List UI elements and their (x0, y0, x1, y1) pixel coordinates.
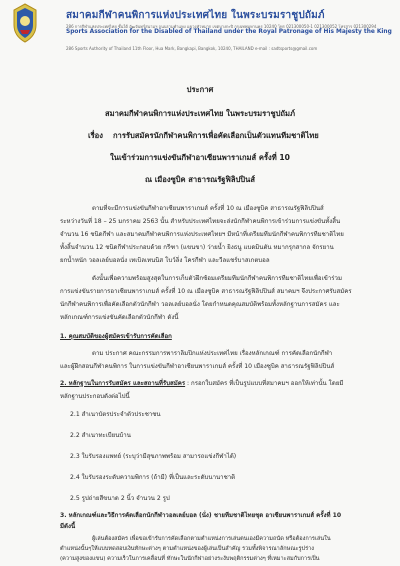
event-line: ในเข้าร่วมการแข่งขันกีฬาอาเซียนพาราเกมส์ ครั้งที่ 10 (110, 153, 290, 162)
section-3-line: (ความสูงของแขน) ความเร็วในการเคลื่อนที่ ทักษะในนักกีฬาอย่างระงับพฤติกรรมต่างๆ ที่เหมาะสมกับการเป็น (60, 556, 320, 562)
paragraph-line: ระหว่างวันที่ 18 – 25 มกราคม 2563 นั้น สำหรับประเทศไทยจะส่งนักกีฬาคนพิการเข้าร่วมการแข่งขันทั้งสิ้น (60, 218, 341, 225)
section-2-intro-continued: หลักฐานประกอบดังต่อไปนี้ (60, 393, 130, 400)
paragraph-line: ยกน้ำหนัก วอลเลย์บอลนั่ง เทเบิลเทนนิส โบว์ลิ่ง โครกีฬา และวีลแชร์บาสเกตบอล (60, 257, 270, 264)
venue-line: ณ เมืองซูบิค สาธารณรัฐฟิลิปปินส์ (145, 175, 255, 184)
organization-name-english: Sports Association for the Disabled of Thailand under the Royal Patronage of His Majesty the King (66, 29, 392, 35)
section-1-line: ตาม ประกาศ คณะกรรมการพาราลิมปิกแห่งประเทศไทย เรื่องหลักเกณฑ์ การคัดเลือกนักกีฬา (92, 350, 333, 357)
association-seal-icon (10, 3, 40, 43)
paragraph-line: การแข่งขันรายการอาเซียนพาราเกมส์ ครั้งที่ 10 ณ เมืองซูบิค สาธารณรัฐฟิลิปปินส์ สมาคมฯ จึงประกาศรับสมัคร (60, 288, 352, 295)
section-3-line: ตำแหน่งนั้นๆให้แบบทดสอบเงินทักษะต่างๆ ตามตำแหน่งของผู้เล่นเป็นสำคัญ รวมทั้งพิจารณาลักษณะรูปร่าง (60, 546, 314, 552)
paragraph-line: ทั้งสิ้นจำนวน 12 ชนิดกีฬาประกอบด้วย กรีฑา (แขนขา) ว่ายน้ำ ยิงธนู แบดมินตัน หมากรุกสากล จักรยาน (60, 244, 334, 251)
address-english: 286 Sports Authority of Thailand 11th Floor, Hua Mark, Bangkapi, Bangkok, 10240, THAILAND e-mail : sadtsports@gmail.com (66, 46, 318, 51)
issuer-line: สมาคมกีฬาคนพิการแห่งประเทศไทย ในพระบรมราชูปถัมภ์ (104, 109, 296, 118)
section-3-title-continued: มีดังนี้ (60, 523, 76, 530)
paragraph-line: หลักเกณฑ์การแข่งขันคัดเลือกตัวนักกีฬา ดังนี้ (60, 314, 179, 321)
subject-text: การรับสมัครนักกีฬาคนพิการเพื่อคัดเลือกเป็นตัวแทนทีมชาติไทย (112, 131, 319, 140)
organization-name-thai: สมาคมกีฬาคนพิการแห่งประเทศไทย ในพระบรมราชูปถัมภ์ (66, 10, 325, 21)
section-2-item: 2.4 ใบรับรองระดับความพิการ (ถ้ามี) ที่เป็นและระดับนานาชาติ (70, 474, 236, 481)
section-3-title: 3. หลักเกณฑ์และวิธีการคัดเลือกนักกีฬาวอลเลย์บอล (นั่ง) ชายทีมชาติไทยชุด อาเซียนพาราเกมส์ ครั้งที่ 10 (60, 512, 342, 519)
announcement-heading: ประกาศ (186, 85, 214, 94)
paragraph-line: จำนวน 16 ชนิดกีฬา และสมาคมกีฬาคนพิการแห่งประเทศไทยฯ มีหน้าที่เตรียมทีมนักกีฬาคนพิการทีมชาติไทย (60, 231, 344, 238)
section-1-title: 1. คุณสมบัติของผู้สมัครเข้ารับการคัดเลือก (60, 333, 172, 340)
paragraph-line: ตามที่จะมีการแข่งขันกีฬาอาเซียนพาราเกมส์ ครั้งที่ 10 ณ เมืองซูบิค สาธารณรัฐฟิลิปปินส์ (92, 205, 324, 212)
section-3-line: ผู้เล่นต้องสมัคร เพื่อขอเข้ารับการคัดเลือกตามตำแหน่งการเล่นตนเองมีความถนัด หรือต้องการเล่นใน (92, 536, 331, 542)
paragraph-line: นักกีฬาคนพิการเพื่อคัดเลือกตัวนักกีฬา วอลเลย์บอลนั่ง โดยกำหนดคุณสมบัติพร้อมทั้งหลักฐานการสมัคร และ (60, 301, 340, 308)
subject-line (88, 130, 319, 142)
section-2-item: 2.2 สำเนาทะเบียนบ้าน (70, 432, 131, 439)
section-2-title: 2. หลักฐานในการรับสมัคร และสถานที่รับสมัคร (60, 380, 186, 387)
section-2-item: 2.1 สำเนาบัตรประจำตัวประชาชน (70, 411, 161, 418)
section-2-heading (60, 378, 343, 388)
section-2-item: 2.3 ใบรับรองแพทย์ (ระบุว่ามีสุขภาพพร้อม สามารถแข่งกีฬาได้) (70, 453, 237, 460)
section-1-line: และผู้ฝึกสอนกีฬาคนพิการ ในการแข่งขันกีฬาอาเซียนพาราเกมส์ ครั้งที่ 10 เมืองซูบิค สาธารณรัฐฟิลิปปินส์ (60, 363, 335, 370)
section-2-intro: : กรอกใบสมัคร ที่เป็นรูปแบบที่สมาคมฯ ออกให้เท่านั้น โดยมี (185, 380, 344, 387)
section-2-item: 2.5 รูปถ่ายสีขนาด 2 นิ้ว จำนวน 2 รูป (70, 495, 170, 502)
paragraph-line: ดังนั้นเพื่อความพร้อมสูงสุดในการเก็บตัวฝึกซ้อมเตรียมทีมนักกีฬาคนพิการทีมชาติไทยเพื่อเข้าร่วม (92, 275, 342, 282)
address-thai: 286 การกีฬาแห่งประเทศไทย ชั้นใต้ อัฒจันทร์สนามฯ ถนนรามคำแหง แขวงหัวหมาก เขตบางกะปิ กรุงเทพมหานคร 10240 โทร 021300050-1 021300052 โทรสาร 021300294 (66, 24, 377, 29)
subject-label: เรื่อง (88, 131, 103, 140)
